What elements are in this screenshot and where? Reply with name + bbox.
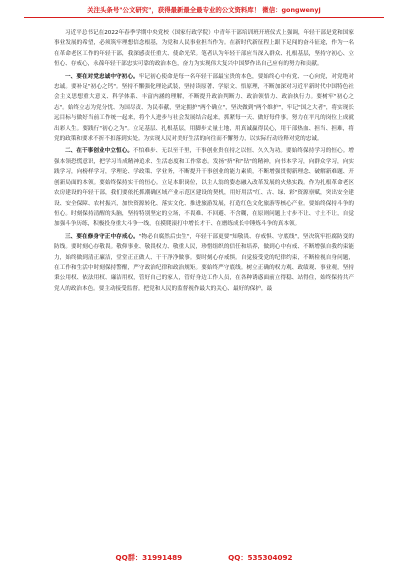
- header-rule: [24, 17, 384, 18]
- section-1-heading: 一、要在对党忠诚中守初心。: [65, 73, 139, 80]
- header-text: 关注头条号"公文研究"，获得最新最全最专业的公文资料库！ 微信：gongwenyj: [87, 6, 321, 14]
- document-body: [54, 28, 354, 296]
- footer-qq-contact: QQ：535304092: [228, 553, 293, 562]
- section-2-heading: 二、在干事创业中立恒心。: [65, 148, 134, 155]
- section-1-text: 牢记初心使命是每一名年轻干部最宝贵的本色，要始终心中有党、一心向党，对党绝对忠诚。要补足"初心之钙"。坚持不懈强化理论武装，坚持读原著、学原文、悟原理，不断加深对习近平新时代中国特色社会主义思想重大意义、科学体系、丰富内涵的理解，不断提升政治判断力、政治领悟力、政治执行力。要树牢"初心之志"。始终立志为党分忧、为国尽责、为民奉献，坚定拥护"两个确立"，坚决做到"两个维护"，牢记"国之大者"，将实现长远目标与做好当前工作统一起来，将个人进步与社会发展结合起来，抓紧每一天、做好每件事，努力在平凡的岗位上成就出彩人生。要践行"初心之为"。立足基层、扎根基层，用脚步丈量土地，用真诚赢得民心，用干部热血、担当、担难，将党的政策和要求不折不扣落到实处。为实现人民对美好生活的向往而不懈努力，以实际行动诠释对党的忠诚。: [54, 73, 354, 143]
- page-header: [0, 6, 408, 18]
- section-2-text: 不怕难步、无以至千里，干事创业贵在持之以恒、久久为功。要始终保持学习的恒心。增强本领恐慌意识，把学习当成精神追求、生活态度和工作常态。发扬"挤"和"钻"的精神，向书本学习，向群众学习，向实践学习，向榜样学习，学理论、学政策、学业务，不断提升干事创业的能力素质，不断增强贯彻新理念、破解新难题、开创新局面的本领。要始终保持实干的恒心。立足本职岗位，以主人翁的姿态融入改革发展的火热实践。作为扎根革命老区农房建设的年轻干部，我们要依托抓潮确区域产业示范区建设的契机，用好用活"红、古、绿、彩"资源禀赋，突出安全建设、安全保障、农村振兴，加快资源转化、落实文化、推进旅游发展，打造红色文化旅游等核心产业。要始终保持斗争的恒心。时刻保持清醒的头脑，坚持特别坚定的立场，不畏难、不回避、不含糊，在原则问题上寸步不让、寸土不让，自觉加强斗争历练，积极投身重大斗争一线，在摸爬滚打中增长才干、在磨练成长中锤炼斗争的真本领。: [54, 148, 354, 228]
- page-footer: [0, 553, 408, 563]
- section-1-paragraph: [54, 72, 354, 145]
- section-3-paragraph: [54, 232, 354, 294]
- section-3-text: "物必自腐然后虫生"，年轻干部更要"知敬畏、存戒惧、守底线"，坚决筑牢拒腐防变的防线。要时刻心存敬畏。敬仰事业、敬畏权力、敬重人民，珍惜组织的信任和培养，做到心中有戒、不断增强自我约束能力，始终做到清正廉洁，堂堂正正做人、干干净净做事。要时刻心存戒惧。自觉接受党的纪律约束，不断检视自身问题，在工作和生活中时刻保持警醒，严守政治纪律和政治规矩。要始终严守底线。树立正确的权力观、政绩观、事业观，坚持秉公用权、依法用权、廉洁用权，管好自己的家人，管好身边工作人员，在各种诱惑面前立得稳、站得住，始终保持共产党人的政治本色。要主动接受监督。把党和人民的监督视作最大的关心、最好的保护，最: [54, 233, 354, 292]
- section-3-heading: 三、要在修身守正中存戒心。: [65, 233, 139, 240]
- intro-text: 习近平总书记在2022年春季学期中央党校（国家行政学院）中青年干部培训班开班仪式上强调，年轻干部是党和国家事业发展的希望，必须筑牢理想信念根基，为党和人民事业担当作为。在新时代新征程上跟下足闯的奋斗征途，作为一名在革命老区工作的年轻干部，我深感责任重大、使命光荣。笔者认为年轻干部应当深入群众、扎根基层，坚持守初心、立恒心、存戒心，永葆年轻干部忠实可靠的政治本色，奋力为实现伟大复兴中国梦作出自己应有的努力和贡献。: [54, 30, 354, 68]
- section-2-paragraph: [54, 146, 354, 229]
- intro-paragraph: [54, 28, 354, 70]
- footer-qq-group: QQ群：31991489: [115, 553, 183, 562]
